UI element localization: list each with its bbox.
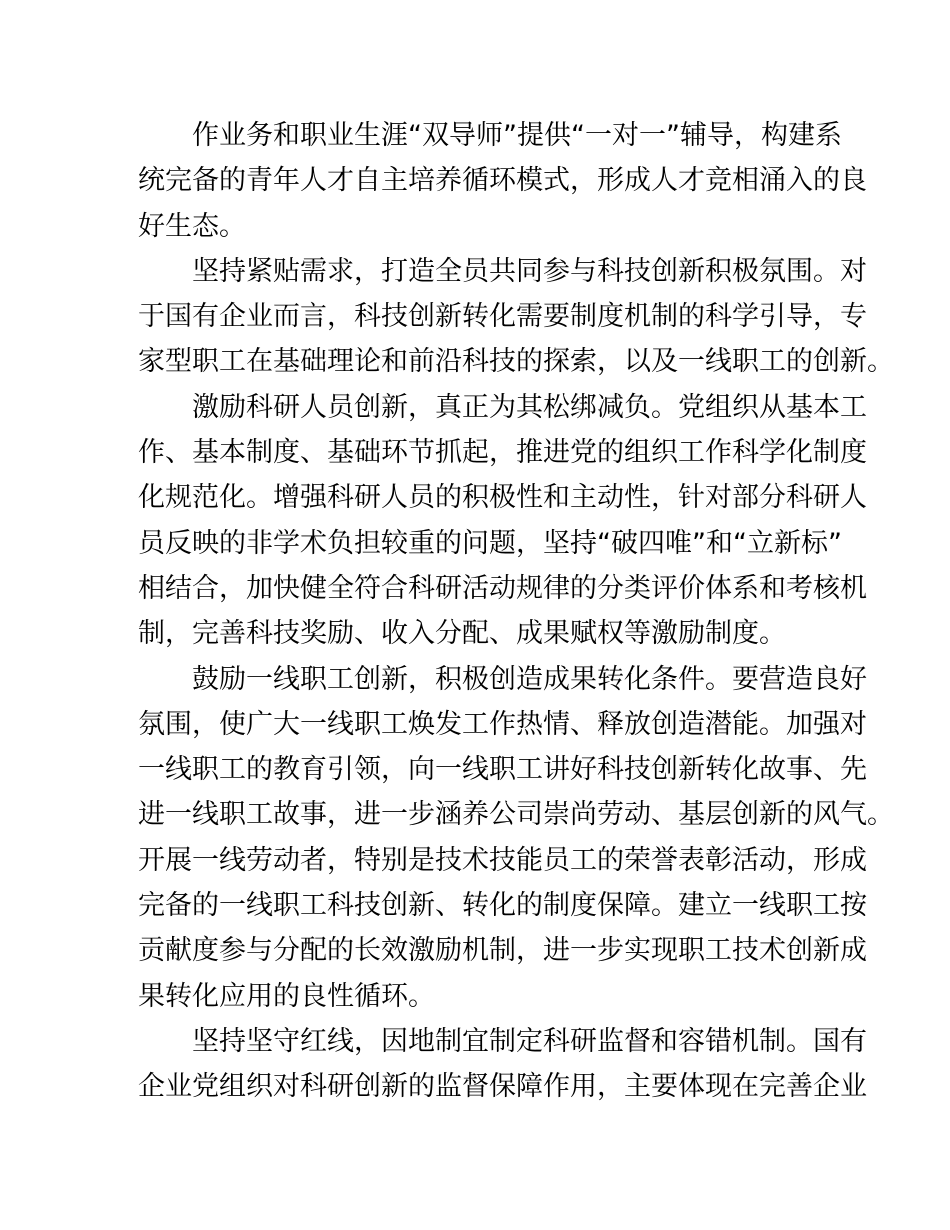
text-line: 好生态。 <box>138 210 246 242</box>
text-line: 制，完善科技奖励、收入分配、成果赋权等激励制度。 <box>138 618 786 650</box>
text-line: 鼓励一线职工创新，积极创造成果转化条件。要营造良好 <box>192 663 867 695</box>
text-line: 进一线职工故事，进一步涵养公司崇尚劳动、基层创新的风气。 <box>138 799 894 831</box>
text-line: 果转化应用的良性循环。 <box>138 980 435 1012</box>
text-line: 坚持坚守红线，因地制宜制定科研监督和容错机制。国有 <box>192 1025 867 1057</box>
text-line: 员反映的非学术负担较重的问题，坚持“破四唯”和“立新标” <box>138 527 842 559</box>
text-line: 相结合，加快健全符合科研活动规律的分类评价体系和考核机 <box>138 572 867 604</box>
text-line: 统完备的青年人才自主培养循环模式，形成人才竞相涌入的良 <box>138 165 867 197</box>
text-line: 氛围，使广大一线职工焕发工作热情、释放创造潜能。加强对 <box>138 708 867 740</box>
text-line: 贡献度参与分配的长效激励机制，进一步实现职工技术创新成 <box>138 935 867 967</box>
text-line: 作、基本制度、基础环节抓起，推进党的组织工作科学化制度 <box>138 437 867 469</box>
document-page <box>138 113 894 1110</box>
text-line: 激励科研人员创新，真正为其松绑减负。党组织从基本工 <box>192 391 867 423</box>
paragraph <box>138 113 867 249</box>
text-line: 开展一线劳动者，特别是技术技能员工的荣誉表彰活动，形成 <box>138 844 867 876</box>
paragraph <box>138 385 867 657</box>
text-line: 化规范化。增强科研人员的积极性和主动性，针对部分科研人 <box>138 482 867 514</box>
text-line: 家型职工在基础理论和前沿科技的探索，以及一线职工的创新。 <box>138 346 894 378</box>
text-line: 坚持紧贴需求，打造全员共同参与科技创新积极氛围。对 <box>192 255 867 287</box>
text-line: 于国有企业而言，科技创新转化需要制度机制的科学引导，专 <box>138 301 867 333</box>
text-line: 完备的一线职工科技创新、转化的制度保障。建立一线职工按 <box>138 890 867 922</box>
paragraph <box>138 249 894 385</box>
text-line: 一线职工的教育引领，向一线职工讲好科技创新转化故事、先 <box>138 754 867 786</box>
text-line: 企业党组织对科研创新的监督保障作用，主要体现在完善企业 <box>138 1071 867 1103</box>
paragraph <box>138 657 894 1019</box>
paragraph <box>138 1019 867 1110</box>
text-line: 作业务和职业生涯“双导师”提供“一对一”辅导，构建系 <box>192 120 842 151</box>
